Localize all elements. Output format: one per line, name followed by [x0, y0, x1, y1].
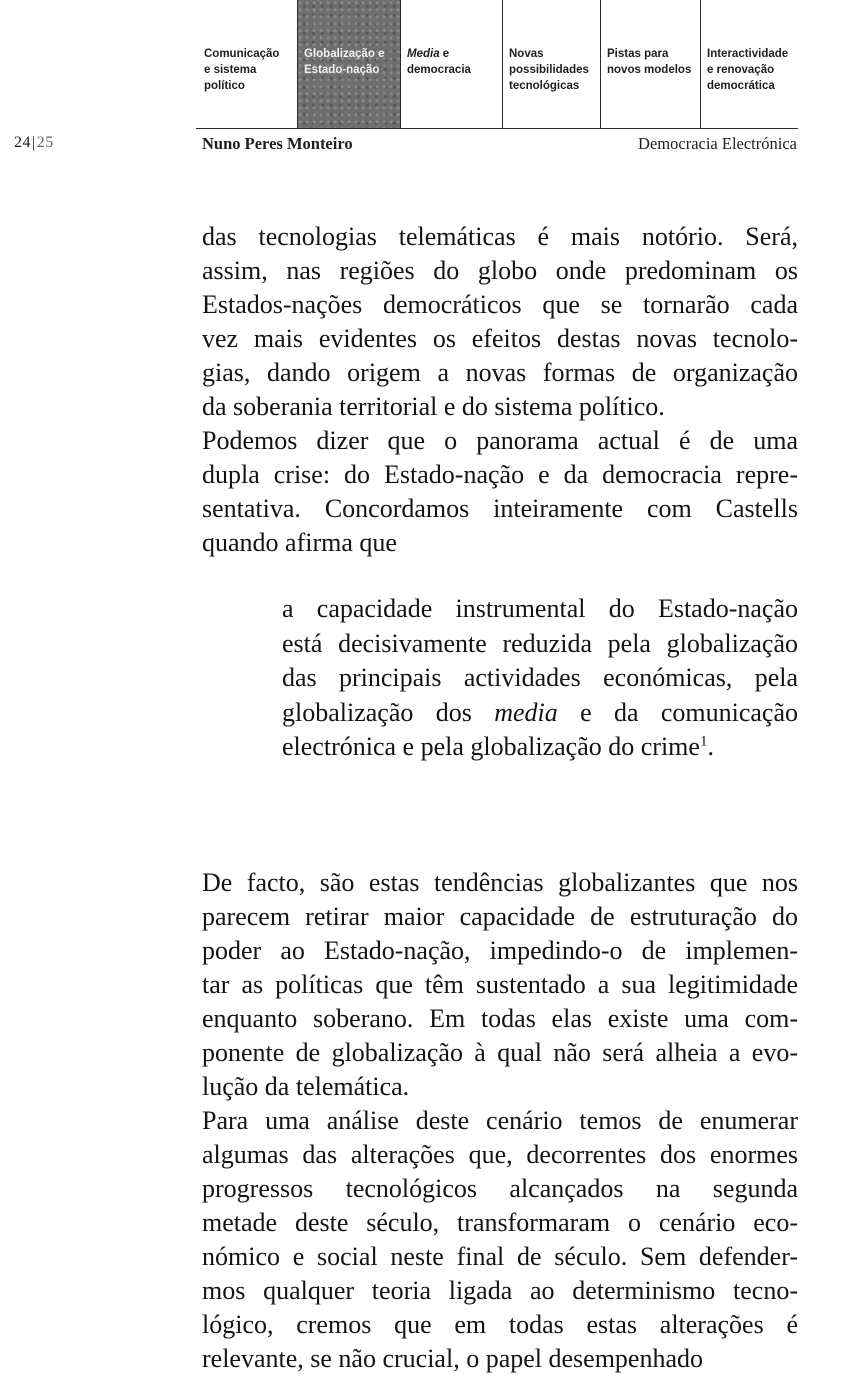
page-right: 25 — [36, 134, 54, 151]
page-separator: | — [32, 134, 36, 151]
page-left: 24 — [14, 134, 31, 151]
tab-media[interactable] — [400, 0, 502, 128]
text-line: poder ao Estado-nação, impedindo-o de implemen- — [202, 936, 798, 965]
text-line: gias, dando origem a novas formas de organização — [202, 358, 798, 387]
footnote-ref[interactable]: 1 — [699, 733, 708, 750]
tab-novas[interactable]: Novas possibilidades tecnológicas — [502, 0, 600, 128]
text-line: algumas das alterações que, decorrentes dos enormes — [202, 1140, 798, 1169]
text-line: parecem retirar maior capacidade de estruturação do — [202, 902, 798, 931]
tab-globalizacao-active[interactable]: Globalização e Estado-nação — [297, 0, 400, 128]
text-line: progressos tecnológicos alcançados na segunda — [202, 1174, 798, 1203]
text-line: enquanto soberano. Em todas elas existe uma com- — [202, 1004, 798, 1033]
text-line: vez mais evidentes os efeitos destas novas tecnolo- — [202, 324, 798, 353]
block-quote — [282, 592, 798, 765]
text-line: da soberania territorial e do sistema político. — [202, 392, 665, 421]
paragraph-2 — [202, 866, 798, 1376]
text-line: relevante, se não crucial, o papel desempenhado — [202, 1344, 703, 1373]
tab-pistas[interactable]: Pistas para novos modelos — [600, 0, 700, 128]
quote-end: . — [707, 732, 714, 761]
text-line: dupla crise: do Estado-nação e da democracia repre- — [202, 460, 798, 489]
text-line: ponente de globalização à qual não será alheia a evo- — [202, 1038, 798, 1067]
page-number — [14, 134, 54, 152]
tab-media-em: Media — [407, 48, 440, 60]
running-head-title: Democracia Electrónica — [638, 134, 797, 153]
quote-text: globalização dos — [282, 697, 495, 727]
text-line: Podemos dizer que o panorama actual é de uma — [202, 426, 798, 455]
quote-line: está decisivamente reduzida pela globalização — [282, 628, 798, 658]
text-line: De facto, são estas tendências globalizantes que nos — [202, 868, 798, 897]
quote-line: das principais actividades económicas, pela — [282, 663, 798, 692]
text-line: Estados-nações democráticos que se tornarão cada — [202, 290, 798, 319]
text-line: sentativa. Concordamos inteiramente com Castells — [202, 494, 798, 523]
quote-line — [282, 730, 798, 765]
text-line: metade deste século, transformaram o cenário eco- — [202, 1208, 798, 1237]
paragraph-1 — [202, 220, 798, 560]
running-head-author: Nuno Peres Monteiro — [202, 134, 353, 153]
text-line: nómico e social neste final de século. Sem defender- — [202, 1242, 798, 1271]
tab-media-rest: e democracia — [407, 48, 471, 76]
text-line: quando afirma que — [202, 528, 397, 557]
text-line: mos qualquer teoria ligada ao determinismo tecno- — [202, 1276, 798, 1305]
text-line: das tecnologias telemáticas é mais notório. Será, — [202, 222, 798, 251]
text-line: Para uma análise deste cenário temos de enumerar — [202, 1106, 798, 1135]
quote-em: media — [494, 697, 558, 727]
text-line: tar as políticas que têm sustentado a sua legitimidade — [202, 970, 798, 999]
text-line: lógico, cremos que em todas estas alterações é — [202, 1310, 798, 1339]
tab-interactividade[interactable]: Interactividade e renovação democrática — [700, 0, 798, 128]
text-line: lução da telemática. — [202, 1072, 410, 1101]
quote-text: electrónica e pela globalização do crime — [282, 732, 700, 761]
quote-line: a capacidade instrumental do Estado-nação — [282, 594, 798, 623]
quote-line — [282, 696, 798, 731]
quote-text: e da comunicação — [557, 697, 798, 727]
text-line: assim, nas regiões do globo onde predominam os — [202, 256, 798, 285]
tab-comunicacao[interactable]: Comunicação e sistema político — [204, 48, 280, 92]
chapter-nav — [196, 0, 798, 129]
